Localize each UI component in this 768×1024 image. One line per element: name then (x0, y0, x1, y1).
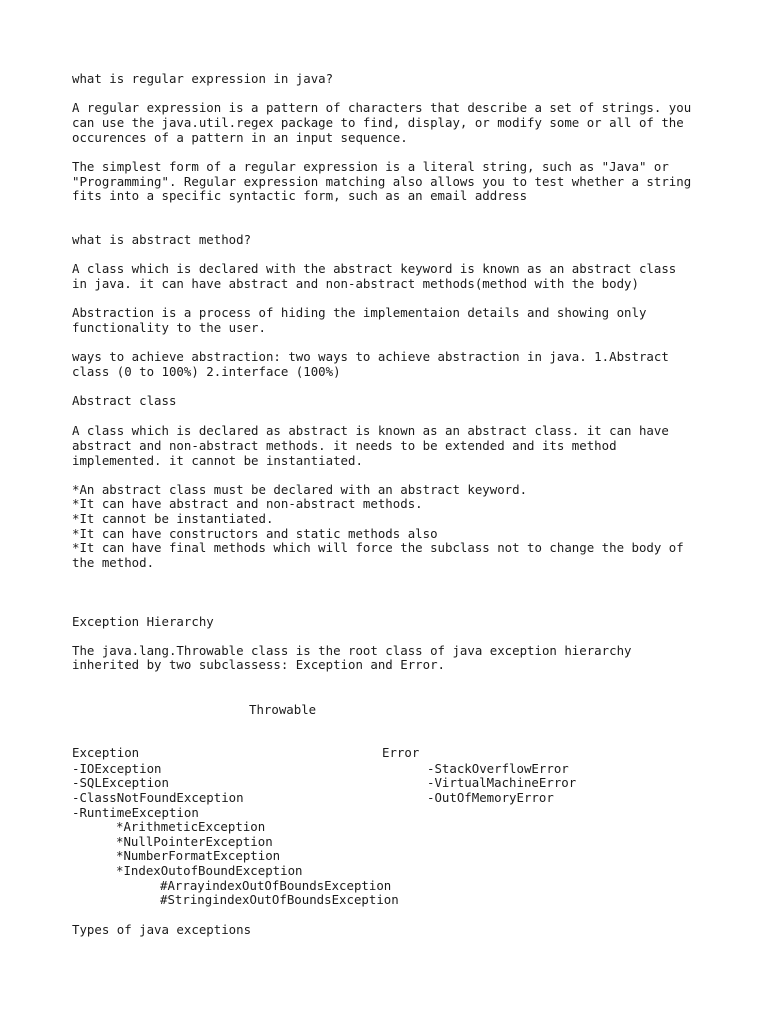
paragraph-literal-line: fits into a specific syntactic form, such as an email address (72, 188, 528, 203)
paragraph-abstraction-line: Abstraction is a process of hiding the implementaion details and showing only (72, 305, 647, 320)
hierarchy-error-item: -VirtualMachineError (427, 775, 577, 790)
hierarchy-error-item: -StackOverflowError (427, 761, 569, 776)
bullet-line: *An abstract class must be declared with an abstract keyword. (72, 482, 528, 497)
hierarchy-error-title: Error (382, 745, 420, 760)
question-abstract-method: what is abstract method? (72, 232, 252, 247)
paragraph-regex-line: can use the java.util.regex package to find, display, or modify some or all of the (72, 115, 684, 130)
paragraph-abstract-class-line: A class which is declared with the abstract keyword is known as an abstract class (72, 261, 677, 276)
hierarchy-exception-item: -SQLException (72, 775, 169, 790)
hierarchy-runtime-subitem: *IndexOutofBoundException (116, 863, 303, 878)
paragraph-throwable-line: The java.lang.Throwable class is the root class of java exception hierarchy (72, 643, 632, 658)
hierarchy-exception-item: -ClassNotFoundException (72, 790, 244, 805)
paragraph-throwable-line: inherited by two subclassess: Exception and Error. (72, 657, 445, 672)
paragraph-regex-line: A regular expression is a pattern of characters that describe a set of strings. you (72, 100, 692, 115)
bullet-line: *It can have abstract and non-abstract methods. (72, 496, 423, 511)
hierarchy-runtime-subitem: *NumberFormatException (116, 848, 281, 863)
hierarchy-runtime-subitem: *NullPointerException (116, 834, 273, 849)
paragraph-abstract-definition-line: implemented. it cannot be instantiated. (72, 453, 363, 468)
hierarchy-root-throwable: Throwable (249, 702, 317, 717)
hierarchy-exception-title: Exception (72, 745, 140, 760)
hierarchy-exception-item: -IOException (72, 761, 162, 776)
hierarchy-runtime-subitem: *ArithmeticException (116, 819, 266, 834)
paragraph-ways-line: class (0 to 100%) 2.interface (100%) (72, 364, 341, 379)
hierarchy-exception-item: -RuntimeException (72, 805, 199, 820)
hierarchy-bound-subitem: #StringindexOutOfBoundsException (160, 892, 399, 907)
heading-abstract-class: Abstract class (72, 393, 177, 408)
paragraph-abstract-class-line: in java. it can have abstract and non-abstract methods(method with the body) (72, 276, 639, 291)
question-regex: what is regular expression in java? (72, 71, 334, 86)
heading-types-of-exceptions: Types of java exceptions (72, 922, 252, 937)
paragraph-abstract-definition-line: A class which is declared as abstract is known as an abstract class. it can have (72, 423, 669, 438)
paragraph-abstract-definition-line: abstract and non-abstract methods. it needs to be extended and its method (72, 438, 617, 453)
paragraph-abstraction-line: functionality to the user. (72, 320, 266, 335)
bullet-line: the method. (72, 555, 155, 570)
paragraph-ways-line: ways to achieve abstraction: two ways to achieve abstraction in java. 1.Abstract (72, 349, 669, 364)
hierarchy-bound-subitem: #ArrayindexOutOfBoundsException (160, 878, 392, 893)
paragraph-regex-line: occurences of a pattern in an input sequence. (72, 130, 408, 145)
bullet-line: *It cannot be instantiated. (72, 511, 274, 526)
hierarchy-error-item: -OutOfMemoryError (427, 790, 554, 805)
heading-exception-hierarchy: Exception Hierarchy (72, 614, 214, 629)
paragraph-literal-line: "Programming". Regular expression matching also allows you to test whether a string (72, 174, 692, 189)
bullet-line: *It can have final methods which will force the subclass not to change the body of (72, 540, 684, 555)
paragraph-literal-line: The simplest form of a regular expression is a literal string, such as "Java" or (72, 159, 669, 174)
bullet-line: *It can have constructors and static methods also (72, 526, 438, 541)
